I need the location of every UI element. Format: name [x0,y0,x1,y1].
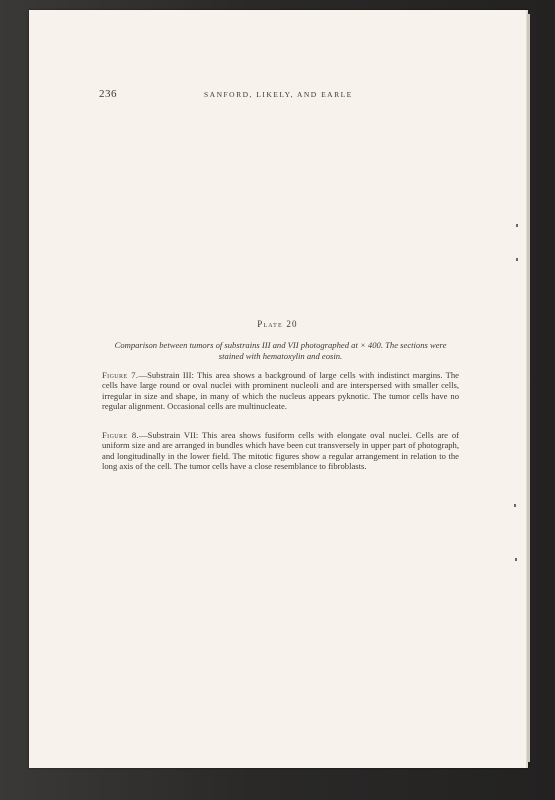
running-head-authors: SANFORD, LIKELY, AND EARLE [204,90,353,99]
figure-7-text: —Substrain III: This area shows a background of large cells with indistinct margins. The cells have large round or oval nuclei with prominent nucleoli and are interspersed with smaller cells, irregular in size and shape, in many of which the nucleus appears pyknotic. The tumor cells have no regular alignment. Occasional cells are multinucleate. [102,370,459,412]
running-head [99,88,456,104]
document-page [29,10,528,768]
figure-8-text: —Substrain VII: This area shows fusiform cells with elongate oval nuclei. Cells are of uniform size and are arranged in bundles which have been cut transversely in upper part of photograph, and longitudinally in the lower field. The mitotic figures show a regular arrangement in relation to the long axis of the cell. The tumor cells have a close resemblance to fibroblasts. [102,430,459,472]
plate-caption: Comparison between tumors of substrains III and VII photographed at × 400. The sections were stained with hematoxylin and eosin. [114,340,447,361]
page-number: 236 [99,88,117,100]
margin-mark [514,504,516,507]
figure-8-label: Figure 8. [102,430,140,440]
margin-mark [516,224,518,227]
margin-mark [516,258,518,261]
figure-7-label: Figure 7. [102,370,139,380]
margin-mark [515,558,517,561]
figure-8-description [102,430,459,472]
figure-7-description [102,370,459,412]
plate-title: Plate 20 [257,319,298,329]
